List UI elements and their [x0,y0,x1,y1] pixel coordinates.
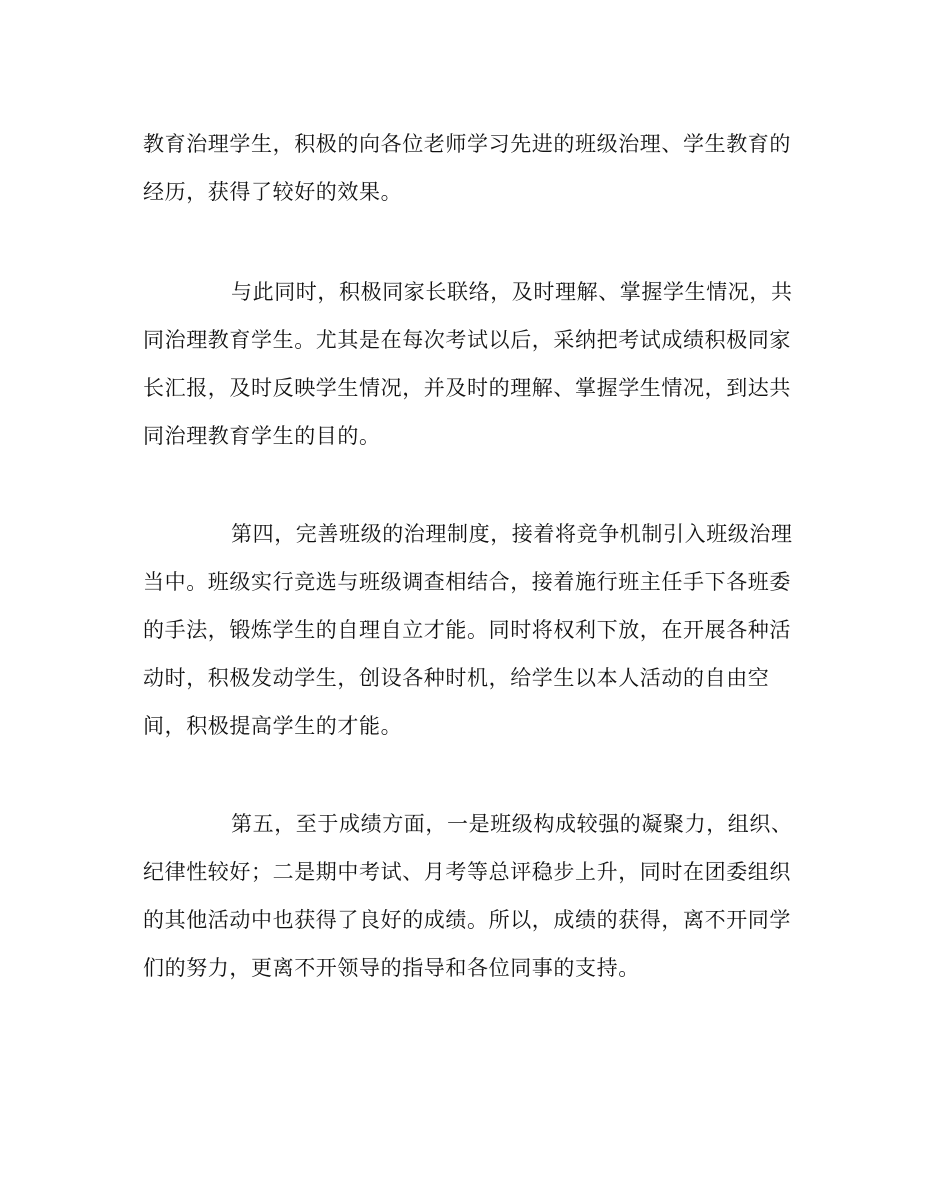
text-line: 与此同时，积极同家长联络，及时理解、掌握学生情况，共 [231,280,793,304]
text-line: 纪律性较好；二是期中考试、月考等总评稳步上升，同时在团委组织 [143,860,791,884]
text-line: 间，积极提高学生的才能。 [143,714,403,738]
text-line: 的其他活动中也获得了良好的成绩。所以，成绩的获得，离不开同学 [143,908,791,932]
paragraph-2 [143,268,808,460]
text-line: 同治理教育学生的目的。 [143,424,381,448]
text-line: 动时，积极发动学生，创设各种时机，给学生以本人活动的自由空 [143,666,770,690]
text-line: 们的努力，更离不开领导的指导和各位同事的支持。 [143,956,640,980]
paragraph-4 [143,800,808,992]
text-line: 第五，至于成绩方面，一是班级构成较强的凝聚力，组织、 [231,812,793,836]
text-line: 第四，完善班级的治理制度，接着将竞争机制引入班级治理 [231,522,793,546]
text-line: 的手法，锻炼学生的自理自立才能。同时将权利下放，在开展各种活 [143,618,791,642]
paragraph-3 [143,510,808,750]
text-line: 教育治理学生，积极的向各位老师学习先进的班级治理、学生教育的 [143,132,791,156]
text-line: 经历，获得了较好的效果。 [143,180,403,204]
paragraph-1 [143,120,808,216]
text-line: 长汇报，及时反映学生情况，并及时的理解、掌握学生情况，到达共 [143,376,791,400]
text-line: 当中。班级实行竞选与班级调查相结合，接着施行班主任手下各班委 [143,570,791,594]
text-line: 同治理教育学生。尤其是在每次考试以后，采纳把考试成绩积极同家 [143,328,791,352]
